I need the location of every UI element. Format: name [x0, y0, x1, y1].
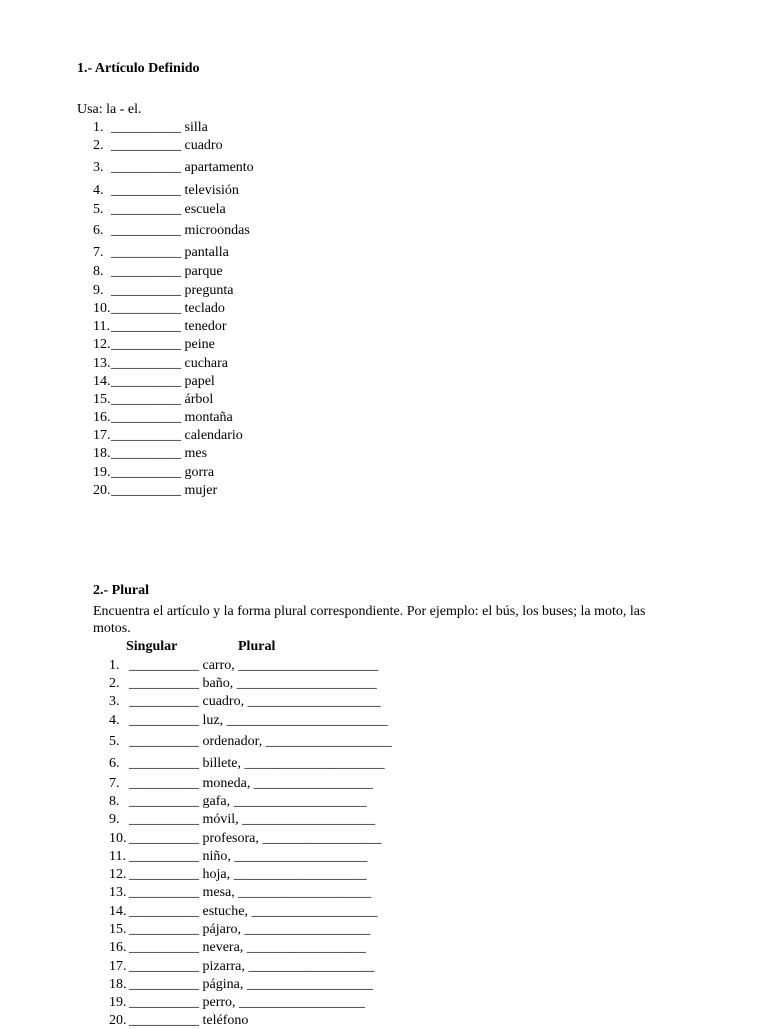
item-word: página, [202, 977, 244, 992]
answer-blank: __________ [111, 138, 181, 153]
section2-instruction-line2: motos. [93, 621, 131, 636]
item-number: 20. [93, 483, 111, 498]
answer-blank: __________ [111, 446, 181, 461]
item-number: 7. [109, 776, 120, 791]
answer-blank: __________ [129, 922, 199, 937]
item-word: escuela [184, 202, 226, 217]
list-item [93, 483, 217, 499]
plural-blank: ___________________ [238, 885, 372, 900]
list-item [93, 428, 243, 444]
item-number: 1. [93, 120, 104, 135]
item-word: mujer [184, 483, 218, 498]
answer-blank: __________ [129, 885, 199, 900]
plural-blank: __________________ [246, 977, 373, 992]
answer-blank: __________ [111, 264, 181, 279]
plural-blank: __________________ [248, 959, 375, 974]
item-word: teléfono [202, 1013, 249, 1028]
plural-blank: __________________ [244, 922, 371, 937]
answer-blank: __________ [111, 202, 181, 217]
list-item [93, 446, 207, 462]
item-word: ordenador, [202, 734, 263, 749]
answer-blank: __________ [111, 223, 181, 238]
answer-blank: __________ [129, 1013, 199, 1028]
answer-blank: __________ [129, 812, 199, 827]
item-number: 13. [93, 356, 111, 371]
plural-blank: ____________________ [236, 676, 377, 691]
item-number: 14. [93, 374, 111, 389]
item-number: 3. [109, 694, 120, 709]
list-item [109, 885, 371, 901]
list-item [109, 794, 367, 810]
plural-blank: __________________ [265, 734, 392, 749]
item-number: 8. [93, 264, 104, 279]
list-item [93, 245, 229, 261]
answer-blank: __________ [111, 160, 181, 175]
list-item [109, 959, 374, 975]
list-item [93, 283, 233, 299]
list-item [93, 183, 239, 199]
plural-blank: ___________________ [242, 812, 376, 827]
list-item [93, 319, 226, 335]
item-number: 5. [109, 734, 120, 749]
item-number: 4. [109, 713, 120, 728]
item-word: mes [184, 446, 208, 461]
answer-blank: __________ [129, 794, 199, 809]
item-number: 19. [109, 995, 127, 1010]
item-number: 8. [109, 794, 120, 809]
plural-blank: __________________ [251, 904, 378, 919]
answer-blank: __________ [129, 776, 199, 791]
list-item [109, 713, 388, 729]
item-word: nevera, [202, 940, 244, 955]
list-item [93, 138, 223, 154]
item-word: perro, [202, 995, 236, 1010]
list-item [109, 756, 385, 772]
plural-blank: ___________________ [233, 794, 367, 809]
answer-blank: __________ [111, 465, 181, 480]
section2-instruction-line1: Encuentra el artículo y la forma plural correspondiente. Por ejemplo: el bús, los buses; la moto, las [93, 604, 646, 619]
list-item [93, 223, 250, 239]
plural-blank: _________________ [246, 940, 366, 955]
item-word: árbol [184, 392, 214, 407]
plural-blank: ____________________ [238, 658, 379, 673]
list-item [93, 301, 225, 317]
item-number: 15. [109, 922, 127, 937]
item-number: 9. [109, 812, 120, 827]
plural-blank: ___________________ [247, 694, 381, 709]
answer-blank: __________ [111, 428, 181, 443]
item-word: parque [184, 264, 223, 279]
plural-blank: __________________ [239, 995, 366, 1010]
item-word: moneda, [202, 776, 251, 791]
plural-blank: _________________ [262, 831, 382, 846]
list-item [109, 904, 377, 920]
answer-blank: __________ [129, 713, 199, 728]
item-word: billete, [202, 756, 241, 771]
item-number: 9. [93, 283, 104, 298]
item-word: cuchara [184, 356, 229, 371]
list-item [109, 1013, 248, 1029]
list-item [109, 995, 365, 1011]
answer-blank: __________ [111, 392, 181, 407]
list-item [109, 734, 392, 750]
item-number: 11. [109, 849, 126, 864]
answer-blank: __________ [129, 756, 199, 771]
item-word: pantalla [184, 245, 229, 260]
item-word: cuadro, [202, 694, 245, 709]
item-word: peine [184, 337, 215, 352]
answer-blank: __________ [129, 734, 199, 749]
item-number: 18. [109, 977, 127, 992]
plural-blank: _______________________ [226, 713, 388, 728]
item-word: cuadro [184, 138, 223, 153]
list-item [109, 867, 367, 883]
item-word: pregunta [184, 283, 234, 298]
list-item [93, 202, 226, 218]
answer-blank: __________ [111, 245, 181, 260]
item-number: 1. [109, 658, 120, 673]
answer-blank: __________ [129, 995, 199, 1010]
item-number: 20. [109, 1013, 127, 1028]
answer-blank: __________ [111, 120, 181, 135]
answer-blank: __________ [129, 849, 199, 864]
list-item [93, 374, 215, 390]
item-word: baño, [202, 676, 234, 691]
item-word: silla [184, 120, 208, 135]
answer-blank: __________ [111, 337, 181, 352]
item-number: 12. [93, 337, 111, 352]
list-item [93, 160, 254, 176]
column-header-singular: Singular [126, 639, 178, 654]
item-word: niño, [202, 849, 231, 864]
list-item [109, 694, 381, 710]
plural-blank: _________________ [253, 776, 373, 791]
plural-blank: ___________________ [233, 867, 367, 882]
list-item [93, 264, 223, 280]
item-number: 16. [109, 940, 127, 955]
answer-blank: __________ [111, 319, 181, 334]
section1-instruction: Usa: la - el. [77, 102, 142, 117]
item-word: microondas [184, 223, 250, 238]
list-item [109, 922, 370, 938]
answer-blank: __________ [129, 867, 199, 882]
list-item [109, 812, 375, 828]
list-item [109, 831, 381, 847]
list-item [93, 465, 214, 481]
answer-blank: __________ [129, 940, 199, 955]
answer-blank: __________ [129, 959, 199, 974]
item-number: 3. [93, 160, 104, 175]
list-item [93, 120, 208, 136]
item-word: papel [184, 374, 215, 389]
item-word: calendario [184, 428, 243, 443]
plural-blank: ___________________ [234, 849, 368, 864]
list-item [93, 410, 233, 426]
list-item [93, 356, 228, 372]
column-header-plural: Plural [238, 639, 276, 654]
item-word: estuche, [202, 904, 248, 919]
item-word: gorra [184, 465, 215, 480]
item-word: móvil, [202, 812, 239, 827]
item-word: mesa, [202, 885, 235, 900]
list-item [93, 337, 215, 353]
answer-blank: __________ [129, 977, 199, 992]
section1-title: 1.- Artículo Definido [77, 61, 200, 76]
item-word: teclado [184, 301, 225, 316]
item-number: 13. [109, 885, 127, 900]
item-word: televisión [184, 183, 239, 198]
list-item [109, 658, 378, 674]
item-number: 18. [93, 446, 111, 461]
item-number: 11. [93, 319, 110, 334]
answer-blank: __________ [111, 410, 181, 425]
item-word: profesora, [202, 831, 259, 846]
list-item [109, 776, 373, 792]
item-word: carro, [202, 658, 235, 673]
item-word: hoja, [202, 867, 231, 882]
answer-blank: __________ [129, 658, 199, 673]
item-number: 19. [93, 465, 111, 480]
answer-blank: __________ [111, 374, 181, 389]
item-number: 10. [109, 831, 127, 846]
answer-blank: __________ [111, 356, 181, 371]
item-number: 12. [109, 867, 127, 882]
answer-blank: __________ [129, 694, 199, 709]
answer-blank: __________ [129, 904, 199, 919]
item-number: 17. [93, 428, 111, 443]
item-number: 5. [93, 202, 104, 217]
item-number: 7. [93, 245, 104, 260]
item-number: 6. [109, 756, 120, 771]
item-word: gafa, [202, 794, 231, 809]
answer-blank: __________ [129, 831, 199, 846]
item-word: luz, [202, 713, 224, 728]
item-number: 4. [93, 183, 104, 198]
item-number: 16. [93, 410, 111, 425]
item-number: 2. [109, 676, 120, 691]
item-word: montaña [184, 410, 233, 425]
section2-title: 2.- Plural [93, 583, 149, 598]
answer-blank: __________ [129, 676, 199, 691]
item-word: pájaro, [202, 922, 241, 937]
item-number: 2. [93, 138, 104, 153]
answer-blank: __________ [111, 183, 181, 198]
item-word: tenedor [184, 319, 227, 334]
item-word: pizarra, [202, 959, 245, 974]
list-item [109, 940, 366, 956]
list-item [109, 849, 367, 865]
list-item [93, 392, 213, 408]
list-item [109, 977, 373, 993]
answer-blank: __________ [111, 301, 181, 316]
item-number: 14. [109, 904, 127, 919]
item-number: 6. [93, 223, 104, 238]
answer-blank: __________ [111, 283, 181, 298]
item-number: 15. [93, 392, 111, 407]
list-item [109, 676, 377, 692]
plural-blank: ____________________ [244, 756, 385, 771]
item-word: apartamento [184, 160, 254, 175]
item-number: 17. [109, 959, 127, 974]
answer-blank: __________ [111, 483, 181, 498]
item-number: 10. [93, 301, 111, 316]
